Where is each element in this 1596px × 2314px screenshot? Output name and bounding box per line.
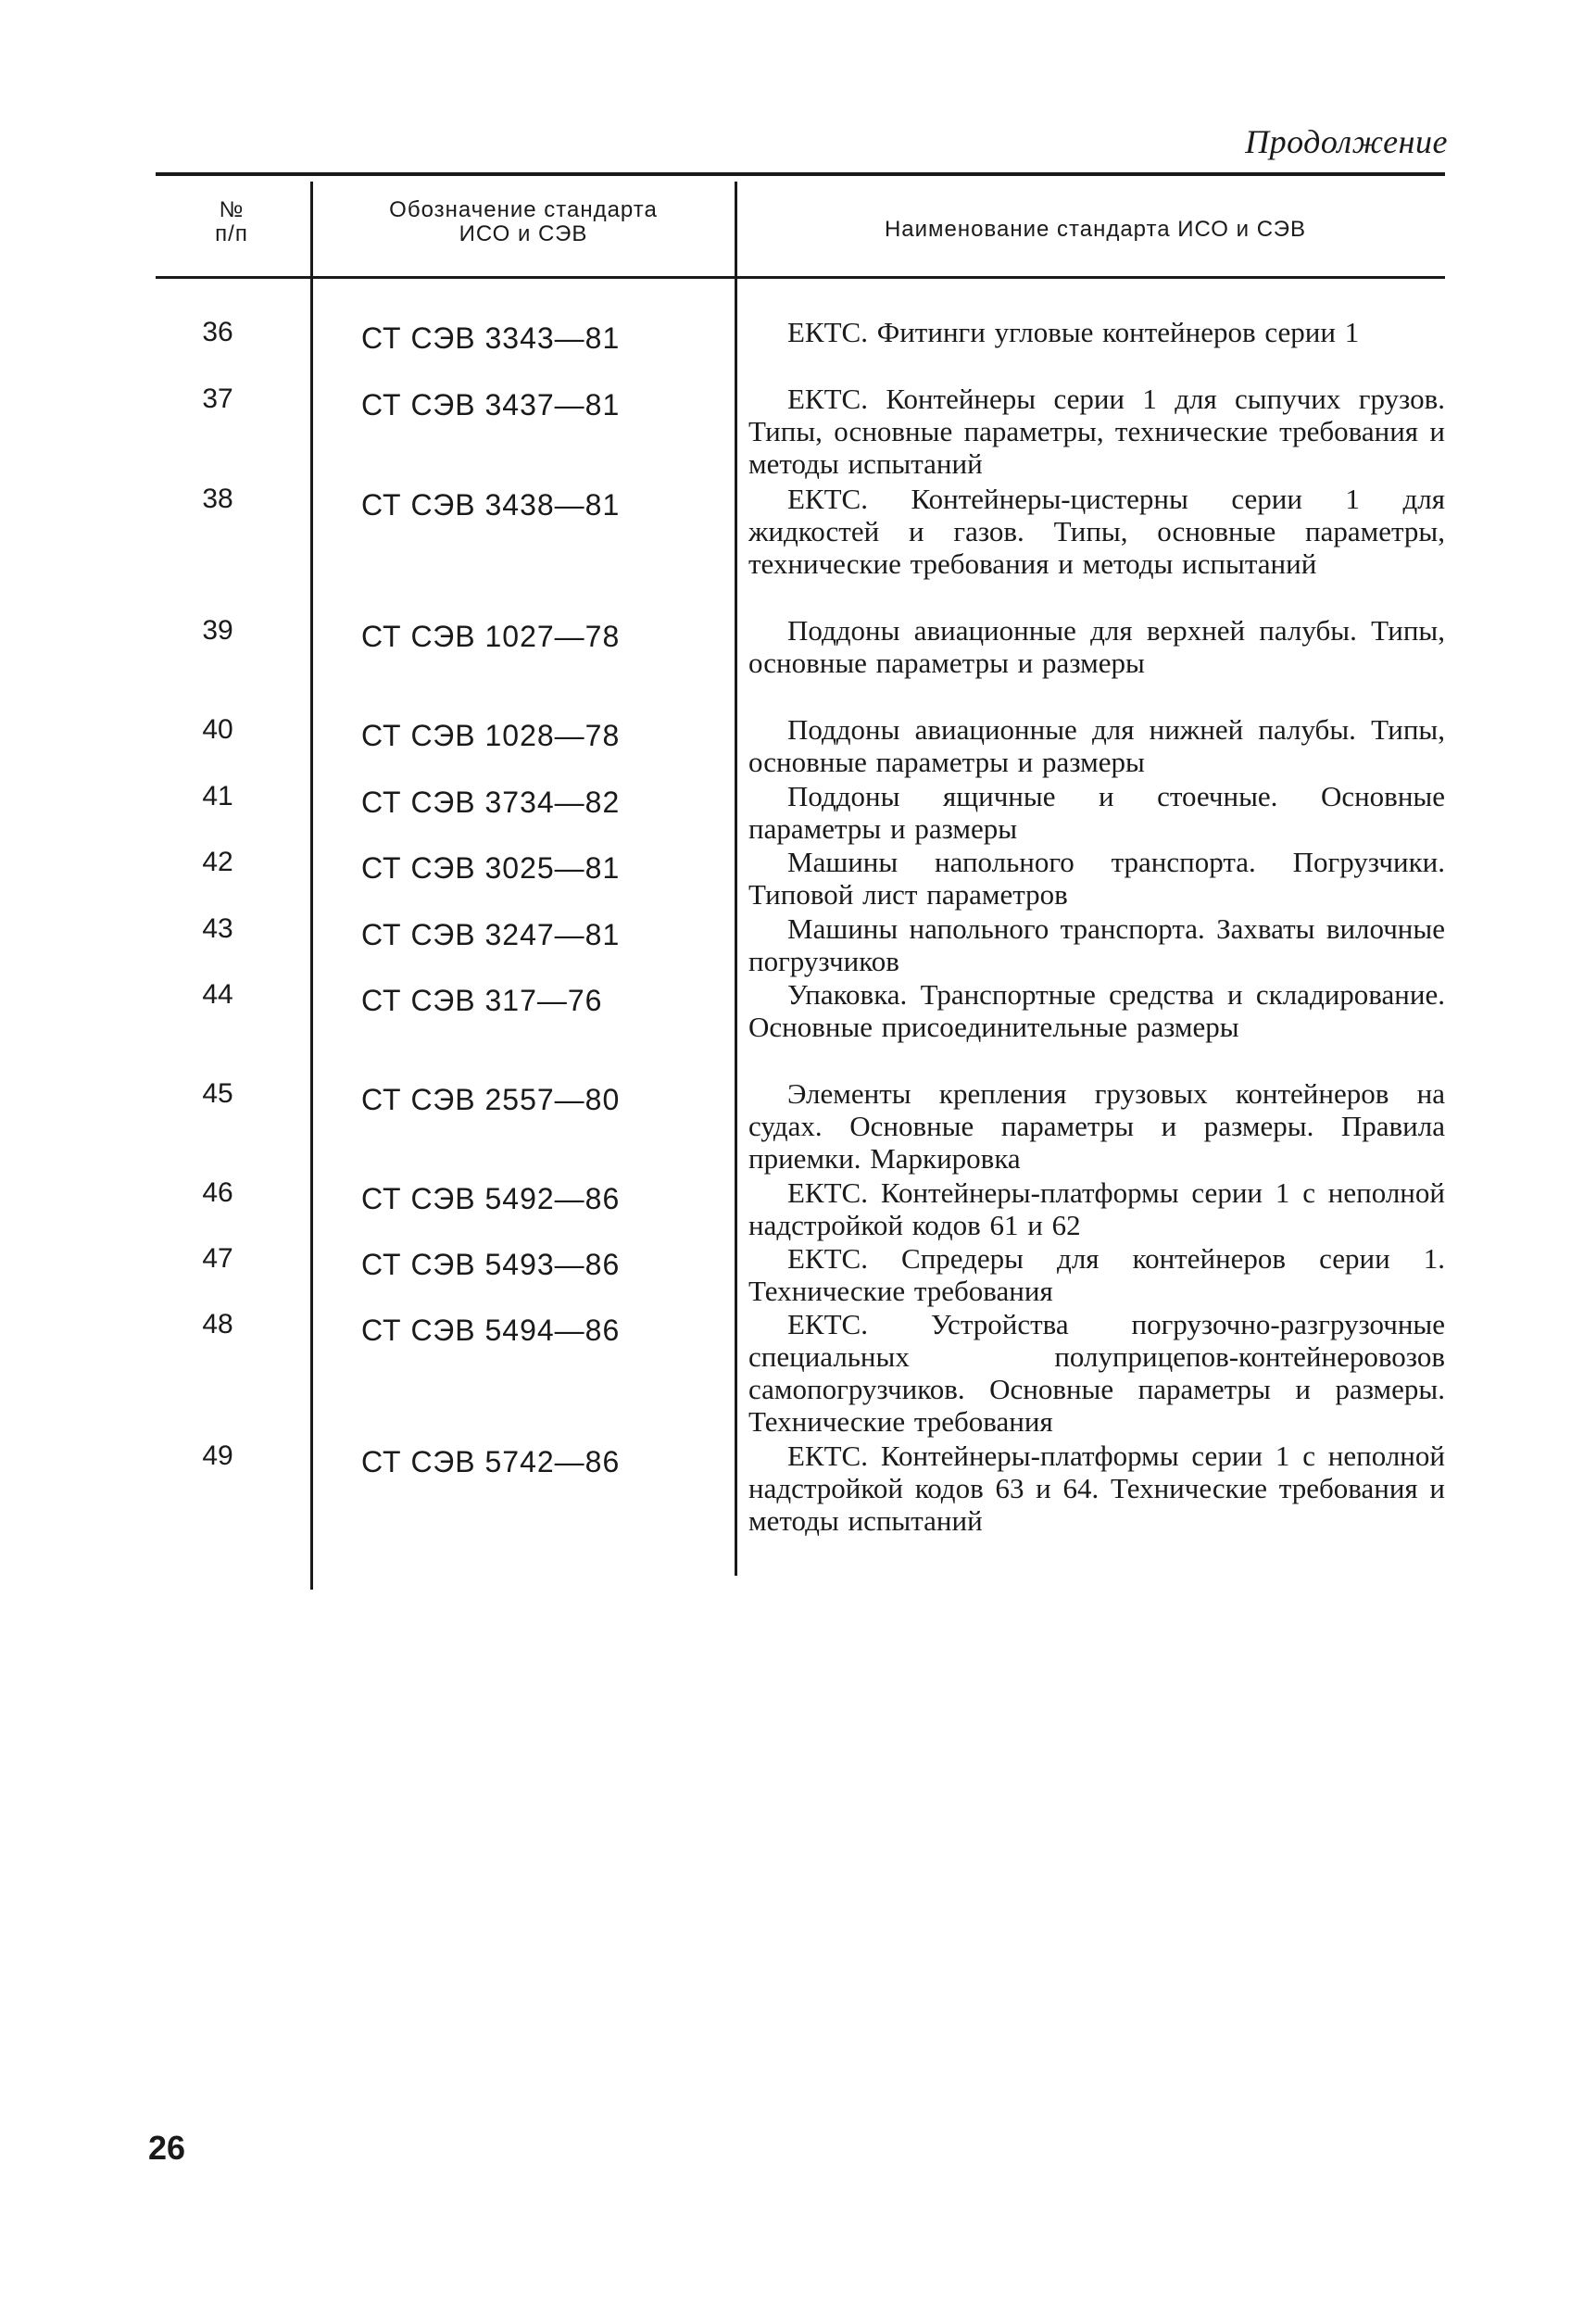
standard-name: Поддоны авиационные для верхней палубы. Типы, основные параметры и размеры xyxy=(748,614,1445,679)
standard-name: ЕКТС. Спредеры для контейнеров серии 1. Технические требования xyxy=(748,1242,1445,1307)
standard-code: СТ СЭВ 5492—86 xyxy=(361,1182,621,1215)
standard-name: ЕКТС. Устройства погрузочно-разгрузочные специальных полуприцепов-контейнеровозов самопогрузчиков. Основные параметры и размеры. Технические требования xyxy=(748,1308,1445,1438)
standard-name: ЕКТС. Контейнеры-платформы серии 1 с неполной надстройкой кодов 61 и 62 xyxy=(748,1176,1445,1241)
standard-name: Машины напольного транспорта. Захваты вилочные погрузчиков xyxy=(748,912,1445,977)
standard-code: СТ СЭВ 1027—78 xyxy=(361,620,621,653)
row-number: 47 xyxy=(202,1243,233,1274)
row-number: 40 xyxy=(202,714,233,745)
standard-code: СТ СЭВ 3437—81 xyxy=(361,388,621,421)
standard-name: ЕКТС. Контейнеры-цистерны серии 1 для жидкостей и газов. Типы, основные параметры, технические требования и методы испытаний xyxy=(748,483,1445,580)
standard-code: СТ СЭВ 3343—81 xyxy=(361,321,621,355)
standard-name: Элементы крепления грузовых контейнеров на судах. Основные параметры и размеры. Правила приемки. Маркировка xyxy=(748,1077,1445,1175)
row-number: 45 xyxy=(202,1078,233,1109)
row-number: 46 xyxy=(202,1177,233,1208)
row-number: 38 xyxy=(202,484,233,514)
table-top-rule xyxy=(156,172,1445,176)
standard-name: Машины напольного транспорта. Погрузчики. Типовой лист параметров xyxy=(748,846,1445,911)
row-number: 48 xyxy=(202,1309,233,1339)
standard-code: СТ СЭВ 5742—86 xyxy=(361,1445,621,1478)
standard-code: СТ СЭВ 5493—86 xyxy=(361,1248,621,1281)
header-standard-name: Наименование стандарта ИСО и СЭВ xyxy=(884,217,1307,242)
header-standard-code: Обозначение стандарта ИСО и СЭВ xyxy=(389,197,658,246)
row-number: 42 xyxy=(202,847,233,877)
header-bottom-rule xyxy=(156,276,1445,279)
standard-code: СТ СЭВ 3734—82 xyxy=(361,786,621,819)
standard-name: ЕКТС. Контейнеры-платформы серии 1 с неполной надстройкой кодов 63 и 64. Технические требования и методы испытаний xyxy=(748,1440,1445,1537)
row-number: 44 xyxy=(202,979,233,1010)
row-number: 37 xyxy=(202,384,233,414)
standard-name: Упаковка. Транспортные средства и складирование. Основные присоединительные размеры xyxy=(748,978,1445,1043)
column-divider-1 xyxy=(310,182,313,1590)
continuation-label: Продолжение xyxy=(1245,123,1448,160)
standard-name: ЕКТС. Контейнеры серии 1 для сыпучих грузов. Типы, основные параметры, технические требования и методы испытаний xyxy=(748,383,1445,480)
row-number: 41 xyxy=(202,781,233,811)
standard-name: Поддоны авиационные для нижней палубы. Типы, основные параметры и размеры xyxy=(748,713,1445,778)
row-number: 43 xyxy=(202,913,233,944)
standard-code: СТ СЭВ 2557—80 xyxy=(361,1083,621,1116)
header-number: № п/п xyxy=(215,197,248,246)
row-number: 39 xyxy=(202,615,233,646)
standard-code: СТ СЭВ 5494—86 xyxy=(361,1314,621,1347)
standard-code: СТ СЭВ 1028—78 xyxy=(361,719,621,752)
standard-code: СТ СЭВ 3025—81 xyxy=(361,851,621,885)
standard-code: СТ СЭВ 317—76 xyxy=(361,984,603,1017)
standard-name: ЕКТС. Фитинги угловые контейнеров серии 1 xyxy=(787,316,1360,348)
page-number: 26 xyxy=(148,2129,186,2167)
column-divider-2 xyxy=(735,182,737,1576)
row-number: 36 xyxy=(202,317,233,347)
row-number: 49 xyxy=(202,1440,233,1471)
standard-code: СТ СЭВ 3247—81 xyxy=(361,918,621,951)
standard-name: Поддоны ящичные и стоечные. Основные параметры и размеры xyxy=(748,780,1445,845)
standard-code: СТ СЭВ 3438—81 xyxy=(361,488,621,522)
